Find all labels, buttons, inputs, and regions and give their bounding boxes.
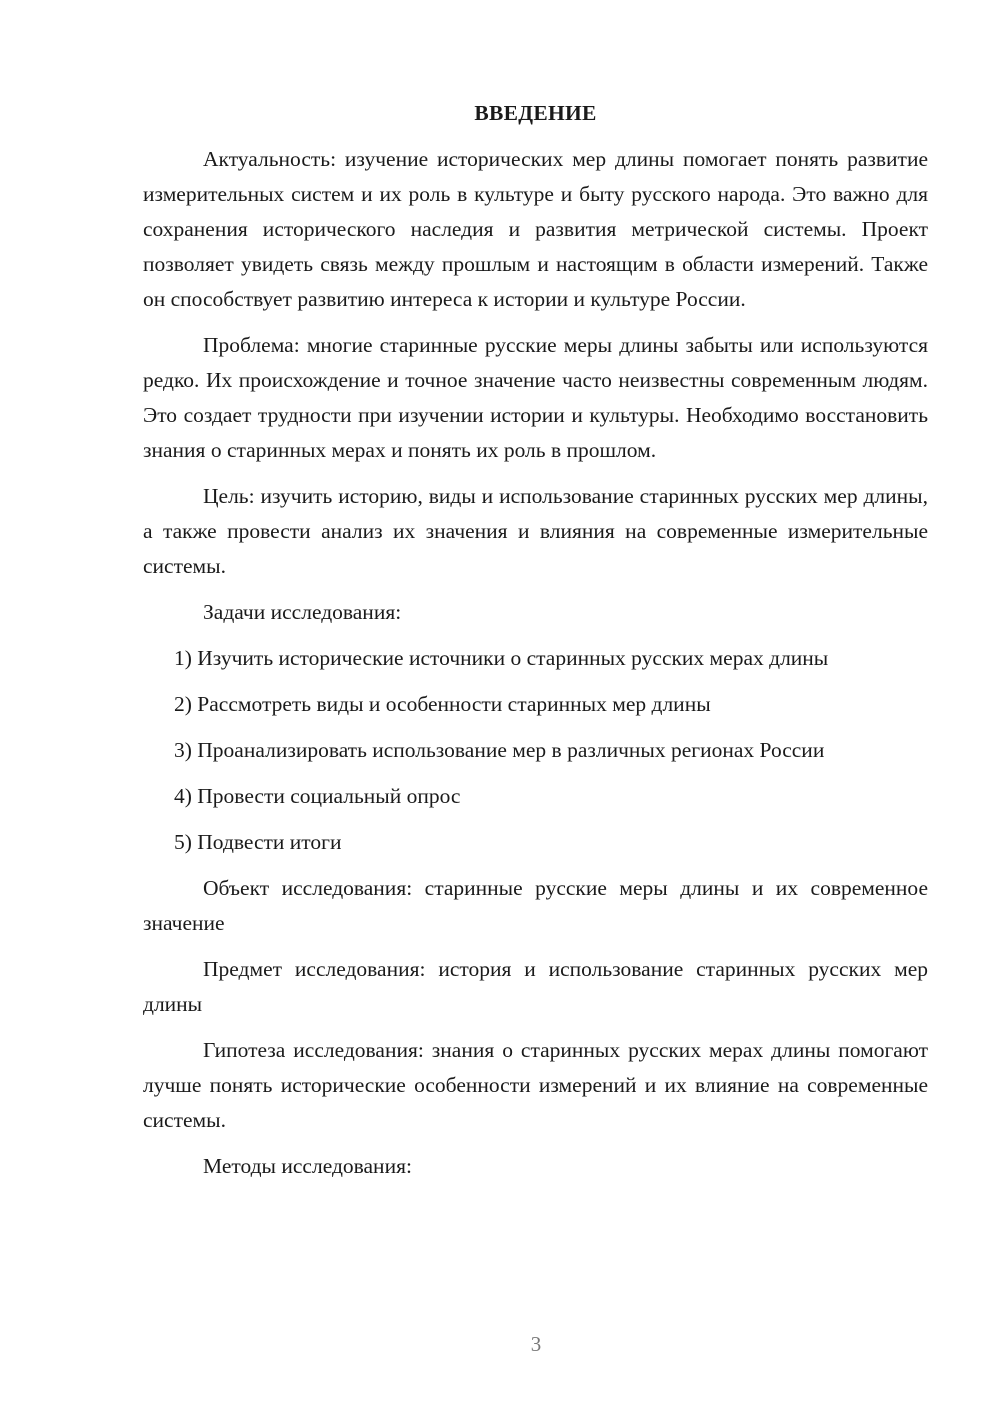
goal-paragraph: Цель: изучить историю, виды и использование старинных русских мер длины, а также провести анализ их значения и влияния на современные измерительные системы. bbox=[143, 484, 928, 578]
task-item-1: 1) Изучить исторические источники о старинных русских мерах длины bbox=[174, 646, 829, 670]
problem-paragraph: Проблема: многие старинные русские меры длины забыты или используются редко. Их происхождение и точное значение часто неизвестны современным людям. Это создает трудности при изучении истории и культуры. Необходимо восстановить знания о старинных мерах и понять их роль в прошлом. bbox=[143, 333, 928, 462]
object-paragraph: Объект исследования: старинные русские меры длины и их современное значение bbox=[143, 876, 928, 935]
relevance-paragraph: Актуальность: изучение исторических мер длины помогает понять развитие измерительных систем и их роль в культуре и быту русского народа. Это важно для сохранения исторического наследия и развития метрической системы. Проект позволяет увидеть связь между прошлым и настоящим в области измерений. Также он способствует развитию интереса к истории и культуре России. bbox=[143, 147, 928, 311]
document-page bbox=[143, 96, 928, 1195]
subject-paragraph: Предмет исследования: история и использование старинных русских мер длины bbox=[143, 957, 928, 1016]
tasks-heading: Задачи исследования: bbox=[203, 600, 402, 624]
page-number: 3 bbox=[530, 1332, 542, 1356]
task-item-3: 3) Проанализировать использование мер в различных регионах России bbox=[174, 738, 825, 762]
task-item-2: 2) Рассмотреть виды и особенности старинных мер длины bbox=[174, 692, 711, 716]
task-item-4: 4) Провести социальный опрос bbox=[174, 784, 461, 808]
methods-heading: Методы исследования: bbox=[203, 1154, 412, 1178]
section-title: ВВЕДЕНИЕ bbox=[474, 101, 597, 125]
task-item-5: 5) Подвести итоги bbox=[174, 830, 342, 854]
hypothesis-paragraph: Гипотеза исследования: знания о старинных русских мерах длины помогают лучше понять исторические особенности измерений и их влияние на современные системы. bbox=[143, 1038, 928, 1132]
